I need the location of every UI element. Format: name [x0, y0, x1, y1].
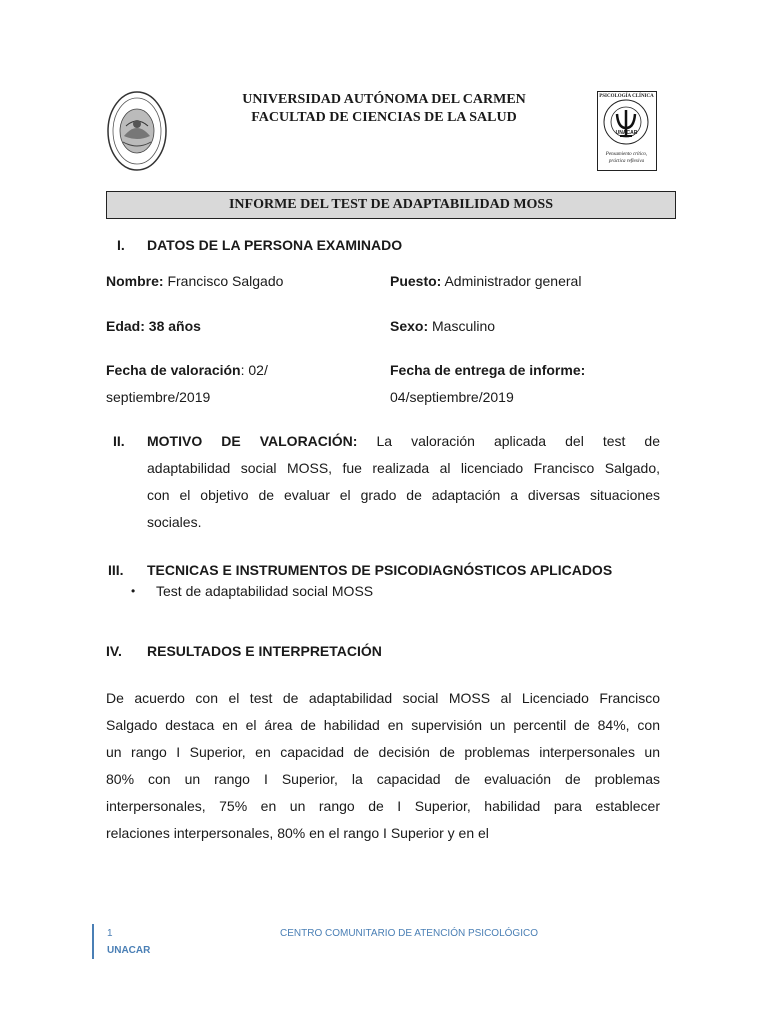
motivo-line-1: La valoración aplicada del test de [376, 433, 660, 449]
resultados-line-2: Salgado destaca en el área de habilidad en supervisión un percentil de 84%, con [106, 717, 660, 733]
nombre-value: Francisco Salgado [167, 273, 284, 289]
resultados-line-4: 80% con un rango I Superior, la capacidad de evaluación de problemas [106, 771, 660, 787]
sexo-value: Masculino [432, 318, 496, 334]
motivo-line-3: con el objetivo de evaluar el grado de adaptación a diversas situaciones [147, 487, 660, 503]
fecha-entrega-label-text: Fecha de entrega de informe: [390, 362, 586, 378]
footer-center-text: CENTRO COMUNITARIO DE ATENCIÓN PSICOLÓGICO [280, 928, 538, 939]
resultados-line-3: un rango I Superior, en capacidad de decisión de problemas interpersonales un [106, 744, 660, 760]
field-nombre [106, 268, 283, 295]
section-3-number: III. [108, 562, 124, 578]
motivo-line-4: sociales. [147, 514, 202, 530]
motivo-line-2: adaptabilidad social MOSS, fue realizada al licenciado Francisco Salgado, [147, 460, 660, 476]
resultados-line-1: De acuerdo con el test de adaptabilidad social MOSS al Licenciado Francisco [106, 690, 660, 706]
nombre-label: Nombre: [106, 273, 164, 289]
university-name: UNIVERSIDAD AUTÓNOMA DEL CARMEN [242, 92, 526, 107]
footer-org: UNACAR [107, 945, 151, 956]
edad-label: Edad: 38 años [106, 318, 201, 334]
puesto-value: Administrador general [444, 273, 582, 289]
logo-arc-text: PSICOLOGÍA CLÍNICA [599, 94, 654, 99]
section-3-title: TECNICAS E INSTRUMENTOS DE PSICODIAGNÓSTICOS APLICADOS [147, 562, 613, 578]
footer-divider [92, 924, 94, 959]
psychology-clinic-logo [597, 91, 657, 171]
logo-motto-2: práctica reflexiva [608, 159, 645, 164]
section-2-number: II. [113, 433, 125, 449]
resultados-line-5: interpersonales, 75% en un rango de I Superior, habilidad para establecer [106, 798, 660, 814]
fecha-valoracion-value-1: : 02/ [240, 362, 268, 378]
resultados-line-6: relaciones interpersonales, 80% en el rango I Superior y en el [106, 825, 489, 841]
field-edad [106, 313, 201, 340]
section-2-title: MOTIVO DE VALORACIÓN: [147, 433, 358, 449]
logo-motto-1: Pensamiento crítico, [605, 152, 648, 157]
report-title: INFORME DEL TEST DE ADAPTABILIDAD MOSS [106, 191, 676, 219]
puesto-label: Puesto: [390, 273, 442, 289]
tecnicas-item: Test de adaptabilidad social MOSS [156, 583, 374, 599]
fecha-valoracion-value-2: septiembre/2019 [106, 389, 211, 405]
resultados-paragraph [106, 685, 660, 847]
sexo-label: Sexo: [390, 318, 429, 334]
section-1-title: DATOS DE LA PERSONA EXAMINADO [147, 237, 403, 253]
field-sexo [390, 313, 495, 340]
university-seal-logo [106, 90, 168, 172]
section-1-number: I. [117, 237, 125, 253]
fecha-entrega-label [390, 357, 585, 384]
section-4-title: RESULTADOS E INTERPRETACIÓN [147, 643, 382, 659]
motivo-paragraph [147, 428, 660, 536]
faculty-name: FACULTAD DE CIENCIAS DE LA SALUD [251, 110, 517, 125]
bullet-marker: • [131, 584, 136, 598]
field-fecha-valoracion [106, 357, 268, 384]
fecha-valoracion-label: Fecha de valoración [106, 362, 241, 378]
section-4-number: IV. [106, 643, 122, 659]
logo-inner-text: UNACAR [615, 130, 638, 136]
footer-page-number: 1 [107, 928, 113, 939]
fecha-entrega-value: 04/septiembre/2019 [390, 389, 514, 405]
field-puesto [390, 268, 581, 295]
